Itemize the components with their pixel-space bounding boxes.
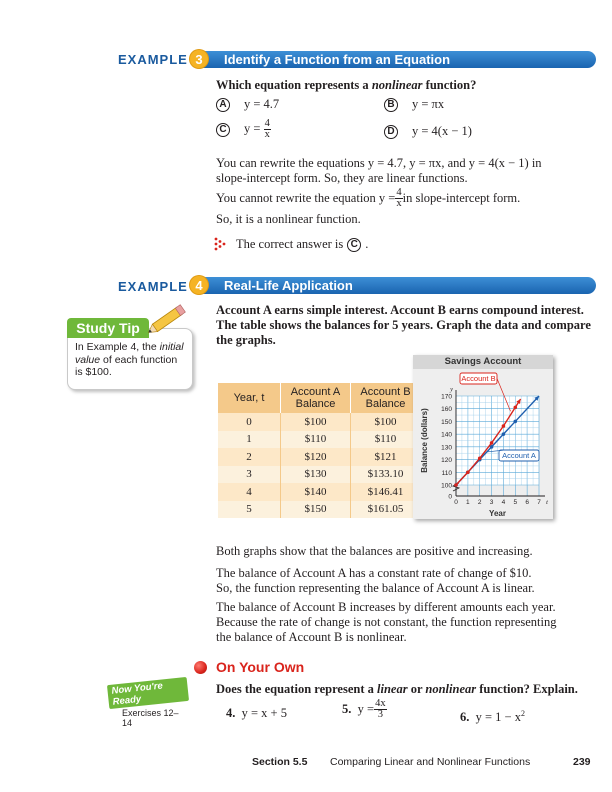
- exercise-5: 5. y = $\frac{4x}{3}$: [342, 698, 386, 720]
- account-a-point: [502, 432, 506, 436]
- example-3-explanation-2: You cannot rewrite the equation y = $\frac{4}{x}$ in slope-intercept form.: [216, 187, 521, 209]
- option-b-letter: B: [384, 98, 398, 112]
- balance-table: [218, 383, 420, 518]
- y-tick-label: 120: [441, 457, 452, 465]
- footer-title: Comparing Linear and Nonlinear Functions: [330, 756, 531, 768]
- example-4-title-bar: [198, 277, 596, 294]
- table-row: 4 $140 $146.41: [218, 483, 420, 501]
- example-3-title: Identify a Function from an Equation: [224, 52, 451, 67]
- option-b[interactable]: [384, 97, 444, 112]
- body-para-2: The balance of Account A has a constant rate of change of $10. So, the function representing the balance of Account A is linear.: [216, 566, 535, 595]
- example-3-explanation-1: You can rewrite the equations y = 4.7, y = πx, and y = 4(x − 1) in slope-intercept form. So, they are linear functions.: [216, 156, 542, 185]
- on-your-own-title: On Your Own: [216, 659, 305, 675]
- table-header-row: [218, 383, 420, 413]
- account-a-point: [513, 420, 517, 424]
- answer-line: The correct answer is C .: [236, 237, 369, 251]
- account-b-point: [513, 406, 517, 410]
- page-number: 239: [573, 756, 591, 768]
- savings-chart-panel: [413, 355, 553, 519]
- y-tick-label: 110: [441, 469, 452, 477]
- example-3-question: Which equation represents a nonlinear function?: [216, 78, 477, 92]
- savings-chart: [413, 369, 553, 519]
- y-tick-label: 150: [441, 418, 452, 426]
- option-d[interactable]: [384, 124, 472, 139]
- example-4-number: 4: [190, 276, 208, 294]
- account-b-legend-label: Account B: [461, 374, 496, 384]
- answer-letter: C: [347, 238, 361, 252]
- example-4-label: EXAMPLE: [118, 279, 188, 294]
- y-origin-label: 0: [448, 493, 452, 501]
- example-3-title-bar: [198, 51, 596, 68]
- answer-arrow-icon: [214, 237, 228, 256]
- body-para-3: The balance of Account B increases by different amounts each year. Because the rate of change is not constant, the function representing the balance of Account B is nonlinear.: [216, 600, 557, 644]
- now-youre-ready-exercises: Exercises 12–14: [122, 708, 179, 728]
- y-tick-label: 100: [441, 482, 452, 490]
- option-c-text: y = $\frac{4}{x}$: [244, 118, 270, 140]
- x-tick-label: 6: [525, 499, 529, 506]
- table-row: 3 $130 $133.10: [218, 466, 420, 484]
- option-a-text: y = 4.7: [244, 97, 280, 111]
- example-4-title: Real-Life Application: [224, 278, 353, 293]
- table-row: 0 $100 $100: [218, 413, 420, 431]
- pencil-icon: [146, 300, 194, 341]
- x-tick-label: 4: [501, 499, 506, 506]
- on-your-own-question: Does the equation represent a linear or nonlinear function? Explain.: [216, 682, 578, 696]
- example-4-intro: Account A earns simple interest. Account B earns compound interest. The table shows the balances for 5 years. Graph the data and compare the graphs.: [216, 303, 591, 347]
- y-tick-label: 140: [441, 431, 452, 439]
- option-d-text: y = 4(x − 1): [412, 124, 472, 138]
- account-b-point: [478, 457, 482, 461]
- x-tick-label: 3: [489, 499, 494, 506]
- x-tick-label: 0: [454, 499, 458, 506]
- x-axis-var: t: [546, 499, 548, 506]
- x-tick-label: 2: [477, 499, 482, 506]
- y-tick-label: 160: [441, 406, 452, 414]
- x-tick-label: 7: [537, 499, 541, 506]
- body-para-1: Both graphs show that the balances are positive and increasing.: [216, 544, 533, 558]
- table-header: Year, t: [218, 383, 281, 413]
- table-row: 1 $110 $110: [218, 431, 420, 449]
- account-a-legend-label: Account A: [502, 451, 536, 461]
- y-axis-var: y: [450, 386, 453, 393]
- account-b-point: [454, 483, 458, 487]
- x-tick-label: 1: [466, 499, 470, 506]
- exercise-4: 4. y = x + 5: [226, 706, 287, 720]
- y-tick-label: 130: [441, 444, 452, 452]
- study-tip-text: In Example 4, the initial value of each function is $100.: [75, 341, 184, 378]
- now-youre-ready-badge[interactable]: [108, 681, 188, 728]
- account-b-point: [490, 441, 494, 445]
- table-row: 2 $120 $121: [218, 448, 420, 466]
- table-row: 5 $150 $161.05: [218, 501, 420, 519]
- option-a-letter: A: [216, 98, 230, 112]
- example-3-explanation-3: So, it is a nonlinear function.: [216, 212, 361, 226]
- balance-table-wrap: [218, 383, 420, 518]
- y-tick-label: 170: [441, 393, 452, 401]
- y-axis-title: Balance (dollars): [420, 408, 429, 473]
- now-youre-ready-title: Now You're Ready: [107, 677, 189, 709]
- example-3-label: EXAMPLE: [118, 52, 188, 67]
- x-axis-title: Year: [489, 509, 506, 518]
- study-tip-title: Study Tip: [67, 318, 149, 338]
- option-d-letter: D: [384, 125, 398, 139]
- account-b-point: [502, 424, 506, 428]
- exercise-6: 6. $y = 1 - x^2$: [460, 709, 525, 725]
- footer-section: Section 5.5: [252, 756, 308, 768]
- table-header: Account A Balance: [281, 383, 351, 413]
- option-a[interactable]: [216, 97, 279, 112]
- chart-title: Savings Account: [413, 355, 553, 369]
- red-dot-icon: [194, 661, 207, 674]
- x-tick-label: 5: [513, 499, 518, 506]
- option-c[interactable]: [216, 119, 271, 140]
- example-3-number: 3: [190, 50, 208, 68]
- option-c-letter: C: [216, 123, 230, 137]
- option-b-text: y = πx: [412, 97, 445, 111]
- table-header: Account B Balance: [351, 383, 421, 413]
- account-b-point: [466, 470, 470, 474]
